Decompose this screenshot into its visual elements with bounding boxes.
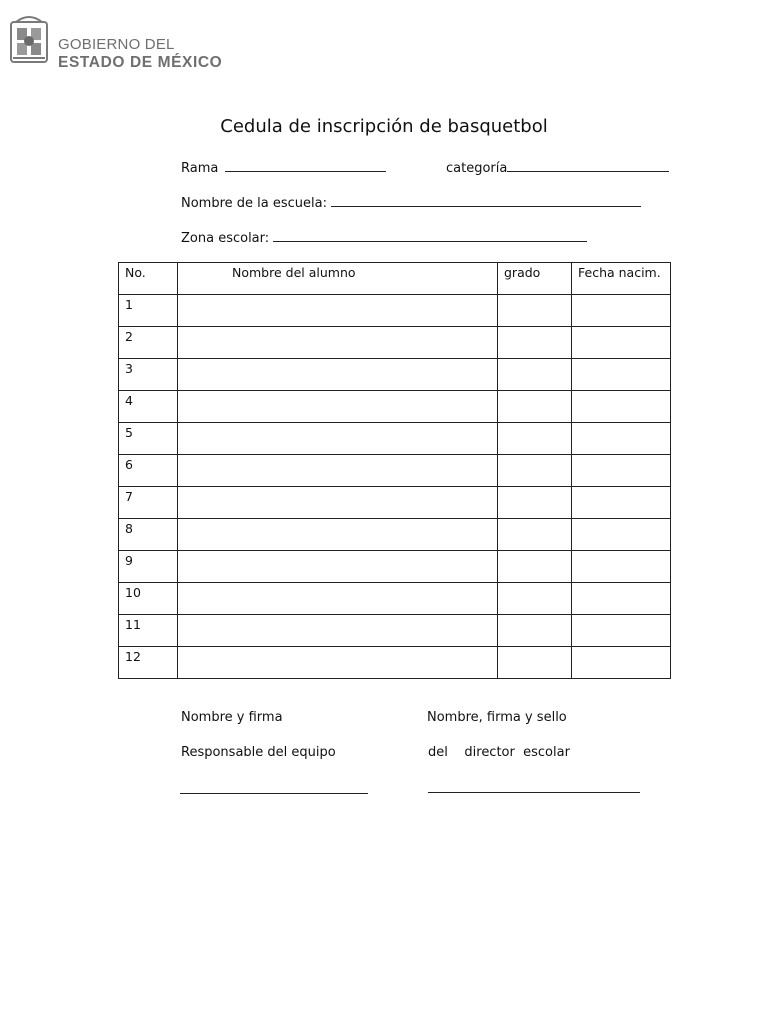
grade-cell[interactable]	[498, 551, 572, 583]
student-name-cell[interactable]	[178, 615, 498, 647]
student-name-cell[interactable]	[178, 519, 498, 551]
row-number-cell: 11	[119, 615, 178, 647]
table-row	[119, 423, 671, 455]
table-row	[119, 455, 671, 487]
signature-left-line2: Responsable del equipo	[181, 745, 336, 760]
student-name-cell[interactable]	[178, 455, 498, 487]
table-row	[119, 391, 671, 423]
row-number-cell: 9	[119, 551, 178, 583]
col-header-date: Fecha nacim.	[572, 263, 671, 295]
student-name-cell[interactable]	[178, 487, 498, 519]
grade-cell[interactable]	[498, 295, 572, 327]
birth-date-cell[interactable]	[572, 455, 671, 487]
categoria-field	[446, 159, 669, 176]
zona-field	[181, 229, 587, 246]
birth-date-cell[interactable]	[572, 615, 671, 647]
table-row	[119, 647, 671, 679]
col-header-no: No.	[119, 263, 178, 295]
student-name-cell[interactable]	[178, 391, 498, 423]
student-name-cell[interactable]	[178, 647, 498, 679]
col-header-grade: grado	[498, 263, 572, 295]
row-number-cell: 8	[119, 519, 178, 551]
row-number-cell: 10	[119, 583, 178, 615]
grade-cell[interactable]	[498, 647, 572, 679]
categoria-blank-line	[507, 159, 669, 172]
row-number-cell: 4	[119, 391, 178, 423]
logo-text-line1: GOBIERNO DEL	[58, 36, 175, 53]
rama-field	[181, 159, 386, 176]
table-row	[119, 327, 671, 359]
escuela-label: Nombre de la escuela:	[181, 196, 327, 211]
escuela-blank-line	[331, 194, 641, 207]
row-number-cell: 1	[119, 295, 178, 327]
table-row	[119, 519, 671, 551]
student-name-cell[interactable]	[178, 327, 498, 359]
rama-blank-line	[225, 159, 386, 172]
table-row	[119, 487, 671, 519]
document-title: Cedula de inscripción de basquetbol	[220, 116, 548, 137]
birth-date-cell[interactable]	[572, 391, 671, 423]
birth-date-cell[interactable]	[572, 583, 671, 615]
student-name-cell[interactable]	[178, 551, 498, 583]
row-number-cell: 12	[119, 647, 178, 679]
row-number-cell: 7	[119, 487, 178, 519]
zona-blank-line	[273, 229, 587, 242]
birth-date-cell[interactable]	[572, 487, 671, 519]
students-table-wrap	[118, 262, 670, 679]
signature-right-line1: Nombre, firma y sello	[427, 710, 567, 725]
grade-cell[interactable]	[498, 359, 572, 391]
categoria-label: categoría	[446, 161, 508, 176]
student-name-cell[interactable]	[178, 295, 498, 327]
row-number-cell: 3	[119, 359, 178, 391]
gobierno-logo	[8, 14, 223, 71]
row-number-cell: 2	[119, 327, 178, 359]
zona-label: Zona escolar:	[181, 231, 270, 246]
student-name-cell[interactable]	[178, 423, 498, 455]
grade-cell[interactable]	[498, 615, 572, 647]
table-row	[119, 615, 671, 647]
birth-date-cell[interactable]	[572, 359, 671, 391]
birth-date-cell[interactable]	[572, 551, 671, 583]
table-row	[119, 359, 671, 391]
grade-cell[interactable]	[498, 327, 572, 359]
row-number-cell: 6	[119, 455, 178, 487]
students-table	[118, 262, 671, 679]
grade-cell[interactable]	[498, 423, 572, 455]
escuela-field	[181, 194, 641, 211]
birth-date-cell[interactable]	[572, 647, 671, 679]
signature-left-line1: Nombre y firma	[181, 710, 283, 725]
birth-date-cell[interactable]	[572, 519, 671, 551]
student-name-cell[interactable]	[178, 583, 498, 615]
birth-date-cell[interactable]	[572, 423, 671, 455]
coat-of-arms-icon	[8, 14, 50, 66]
table-row	[119, 295, 671, 327]
student-name-cell[interactable]	[178, 359, 498, 391]
logo-text-line2: ESTADO DE MÉXICO	[58, 54, 223, 71]
birth-date-cell[interactable]	[572, 327, 671, 359]
table-row	[119, 583, 671, 615]
grade-cell[interactable]	[498, 519, 572, 551]
rama-label: Rama	[181, 161, 219, 176]
birth-date-cell[interactable]	[572, 295, 671, 327]
grade-cell[interactable]	[498, 583, 572, 615]
grade-cell[interactable]	[498, 391, 572, 423]
table-row	[119, 551, 671, 583]
grade-cell[interactable]	[498, 455, 572, 487]
row-number-cell: 5	[119, 423, 178, 455]
col-header-name: Nombre del alumno	[178, 263, 498, 295]
signature-right-blank-line	[428, 792, 640, 793]
signature-left-blank-line	[180, 793, 368, 794]
grade-cell[interactable]	[498, 487, 572, 519]
table-header-row	[119, 263, 671, 295]
signature-right-line2: del director escolar	[428, 745, 570, 760]
